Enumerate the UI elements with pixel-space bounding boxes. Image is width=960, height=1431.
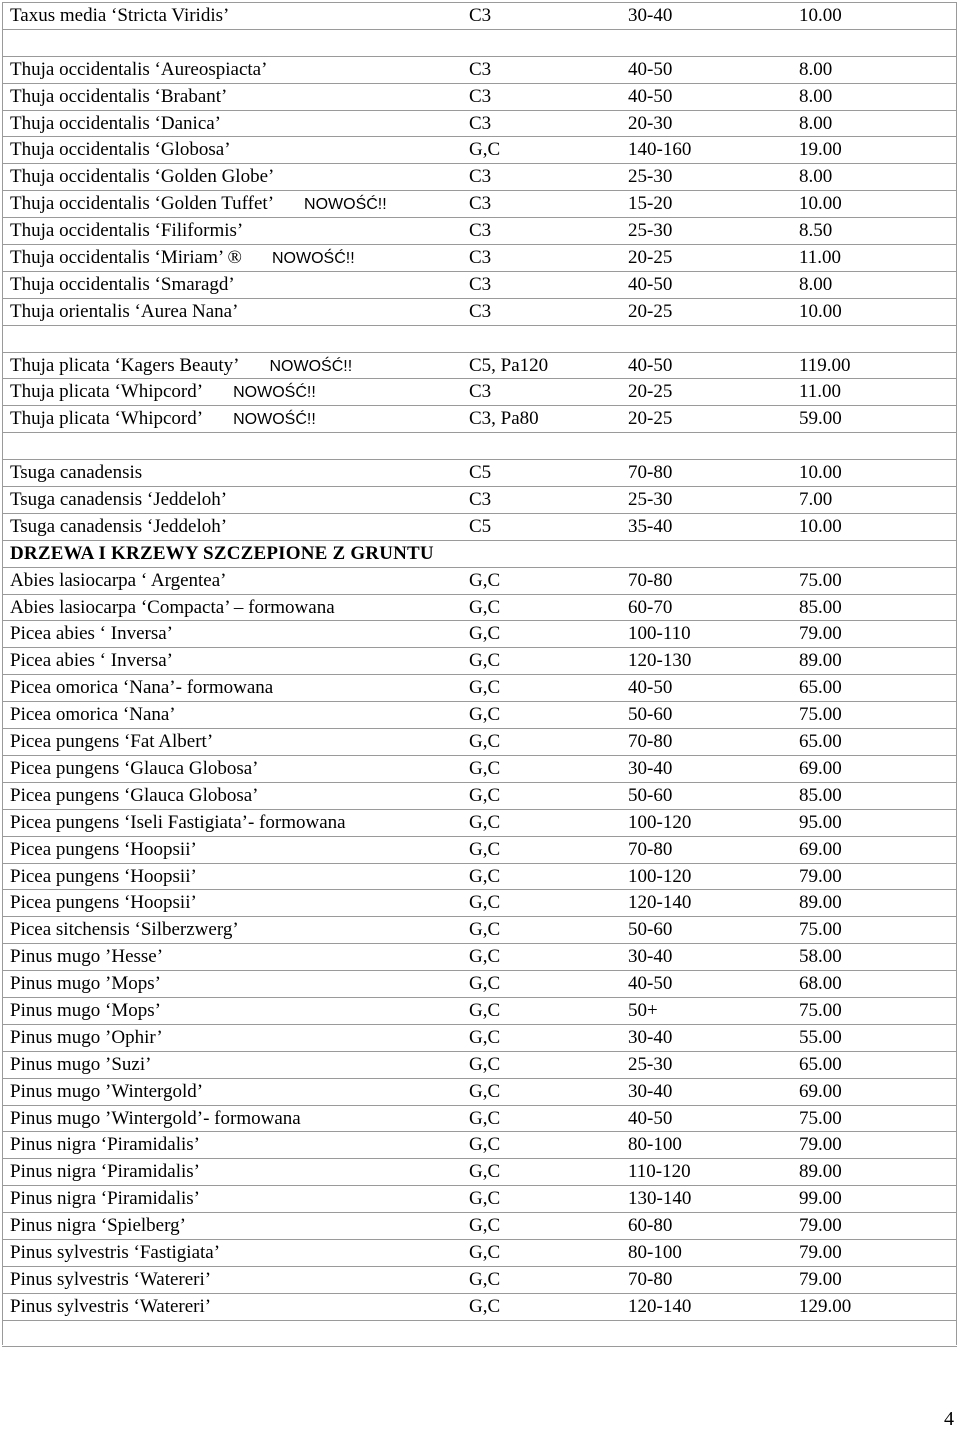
container-cell: G,C [469,973,501,995]
plant-name-cell [10,57,267,83]
size-cell: 40-50 [628,273,673,295]
plant-name: Pinus nigra ‘Piramidalis’ [10,1161,200,1183]
table-row [2,298,957,325]
price-cell: 10.00 [799,462,842,484]
container-cell: G,C [469,838,501,860]
size-cell: 20-25 [628,381,673,403]
container-cell: G,C [469,596,501,618]
section-heading: DRZEWA I KRZEWY SZCZEPIONE Z GRUNTU [10,542,434,564]
plant-name: Pinus mugo ‘Mops’ [10,999,161,1021]
new-badge: NOWOŚĆ!! [271,250,355,268]
price-cell: 69.00 [799,1080,842,1102]
size-cell: 30-40 [628,946,673,968]
new-badge: NOWOŚĆ!! [233,384,316,402]
plant-name-cell [10,917,239,943]
plant-name: Abies lasiocarpa ‘Compacta’ – formowana [10,596,335,618]
plant-name-cell [10,245,355,272]
price-cell: 65.00 [799,731,842,753]
size-cell: 100-120 [628,811,692,833]
plant-name: Tsuga canadensis [10,462,143,484]
plant-name: Picea sitchensis ‘Silberzwerg’ [10,919,239,941]
plant-name-cell [10,783,259,809]
plant-name-cell [10,675,273,701]
price-cell: 89.00 [799,1161,842,1183]
size-cell: 70-80 [628,569,673,591]
container-cell: G,C [469,139,501,161]
plant-name-cell [10,137,231,163]
plant-name-cell [10,595,335,621]
plant-name: Picea pungens ‘Iseli Fastigiata’- formowana [10,811,346,833]
plant-name-cell [10,1159,200,1185]
price-cell: 59.00 [799,408,842,430]
plant-name: Thuja occidentalis ‘Aureospiacta’ [10,58,268,80]
price-cell: 8.00 [799,166,833,188]
table-row [2,163,957,190]
container-cell: G,C [469,1215,501,1237]
plant-name: Pinus mugo ’Mops’ [10,973,161,995]
size-cell: 80-100 [628,1134,682,1156]
table-row [2,594,957,621]
price-cell: 75.00 [799,704,842,726]
plant-name: Picea pungens ‘Hoopsii’ [10,838,197,860]
table-row [2,136,957,163]
price-cell: 10.00 [799,515,842,537]
blank-row [2,432,957,459]
container-cell: G,C [469,865,501,887]
table-row [2,1105,957,1132]
plant-name-cell [10,1052,151,1078]
table-row [2,190,957,217]
container-cell: G,C [469,811,501,833]
plant-name-cell [10,890,197,916]
plant-name-cell [10,837,197,863]
table-row [2,647,957,674]
blank-row [2,325,957,352]
size-cell: 30-40 [628,5,673,26]
plant-name: Picea abies ‘ Inversa’ [10,650,174,672]
size-cell: 40-50 [628,354,673,376]
size-cell: 25-30 [628,220,673,242]
price-cell: 79.00 [799,1241,842,1263]
plant-name-cell [10,1132,200,1158]
plant-name-cell [10,1267,211,1293]
plant-name: Thuja orientalis ‘Aurea Nana’ [10,300,239,322]
plant-name: Picea omorica ‘Nana’- formowana [10,677,274,699]
price-cell: 79.00 [799,1134,842,1156]
table-row [2,110,957,137]
container-cell: G,C [469,784,501,806]
plant-name: Pinus nigra ‘Piramidalis’ [10,1134,200,1156]
size-cell: 40-50 [628,1107,673,1129]
container-cell: C5, Pa120 [469,354,549,376]
price-cell: 8.00 [799,85,833,107]
table-row [2,1131,957,1158]
container-cell: G,C [469,999,501,1021]
table-row [2,755,957,782]
plant-name: Picea pungens ‘Glauca Globosa’ [10,757,259,779]
price-list-table [2,2,957,1347]
blank-row [2,29,957,56]
plant-name: Thuja occidentalis ‘Golden Tuffet’ [10,193,275,215]
size-cell: 110-120 [628,1161,691,1183]
plant-name: Thuja occidentalis ‘Miriam’ ® [10,247,242,269]
table-row [2,620,957,647]
price-cell: 8.50 [799,220,833,242]
plant-name-cell [10,487,227,513]
price-cell: 79.00 [799,623,842,645]
container-cell: G,C [469,1268,501,1290]
plant-name: Taxus media ‘Stricta Viridis’ [10,5,230,26]
table-row [2,916,957,943]
table-row [2,271,957,298]
size-cell: 70-80 [628,462,673,484]
plant-name-cell [10,621,173,647]
table-row [2,1212,957,1239]
price-cell: 10.00 [799,300,842,322]
price-cell: 11.00 [799,247,842,269]
plant-name: Pinus nigra ‘Piramidalis’ [10,1188,200,1210]
table-row [2,782,957,809]
size-cell: 80-100 [628,1241,682,1263]
plant-name-cell [10,3,229,29]
container-cell: C3, Pa80 [469,408,539,430]
plant-name-cell [10,191,387,218]
plant-name: Thuja plicata ‘Kagers Beauty’ [10,354,240,376]
table-row [2,943,957,970]
price-cell: 65.00 [799,1053,842,1075]
table-row [2,1051,957,1078]
size-cell: 70-80 [628,838,673,860]
size-cell: 40-50 [628,973,673,995]
table-row [2,56,957,83]
plant-name-cell [10,111,221,137]
size-cell: 30-40 [628,1080,673,1102]
container-cell: C3 [469,58,492,80]
price-cell: 79.00 [799,1215,842,1237]
price-cell: 69.00 [799,838,842,860]
size-cell: 100-120 [628,865,692,887]
price-cell: 10.00 [799,193,842,215]
plant-name: Picea pungens ‘Hoopsii’ [10,865,197,887]
container-cell: G,C [469,1080,501,1102]
container-cell: G,C [469,1107,501,1129]
plant-name: Pinus sylvestris ‘Fastigiata’ [10,1241,221,1263]
plant-name-cell [10,406,316,433]
size-cell: 100-110 [628,623,691,645]
container-cell: G,C [469,757,501,779]
plant-name: Thuja occidentalis ‘Brabant’ [10,85,228,107]
price-cell: 58.00 [799,946,842,968]
table-row [2,809,957,836]
size-cell: 60-80 [628,1215,673,1237]
container-cell: G,C [469,1026,501,1048]
price-cell: 89.00 [799,892,842,914]
plant-name: Thuja occidentalis ‘Golden Globe’ [10,166,275,188]
price-cell: 129.00 [799,1295,852,1317]
container-cell: G,C [469,1241,501,1263]
container-cell: G,C [469,650,501,672]
size-cell: 15-20 [628,193,673,215]
price-cell: 99.00 [799,1188,842,1210]
price-cell: 11.00 [799,381,842,403]
plant-name: Picea pungens ‘Hoopsii’ [10,892,197,914]
size-cell: 20-25 [628,247,673,269]
size-cell: 30-40 [628,1026,673,1048]
table-row [2,728,957,755]
price-cell: 19.00 [799,139,842,161]
container-cell: C3 [469,273,492,295]
container-cell: C3 [469,112,492,134]
size-cell: 70-80 [628,1268,673,1290]
price-cell: 79.00 [799,865,842,887]
plant-name: Pinus mugo ’Hesse’ [10,946,164,968]
plant-name: Picea abies ‘ Inversa’ [10,623,174,645]
price-cell: 75.00 [799,1107,842,1129]
table-row [2,378,957,405]
plant-name: Thuja plicata ‘Whipcord’ [10,408,204,430]
table-row [2,1293,957,1320]
container-cell: G,C [469,892,501,914]
plant-name: Pinus nigra ‘Spielberg’ [10,1215,186,1237]
plant-name-cell [10,1294,211,1320]
blank-row [2,1320,957,1347]
table-row [2,863,957,890]
table-row [2,970,957,997]
container-cell: G,C [469,704,501,726]
size-cell: 120-140 [628,892,692,914]
plant-name-cell [10,998,161,1024]
price-cell: 89.00 [799,650,842,672]
plant-name: Abies lasiocarpa ‘ Argentea’ [10,569,227,591]
price-cell: 8.00 [799,112,833,134]
plant-name: Thuja occidentalis ‘Globosa’ [10,139,231,161]
table-row [2,701,957,728]
size-cell: 20-30 [628,112,673,134]
container-cell: C3 [469,220,492,242]
plant-name: Thuja occidentalis ‘Smaragd’ [10,273,235,295]
size-cell: 130-140 [628,1188,692,1210]
container-cell: C5 [469,462,492,484]
container-cell: G,C [469,1188,501,1210]
plant-name-cell [10,164,274,190]
container-cell: G,C [469,946,501,968]
plant-name: Thuja occidentalis ‘Filiformis’ [10,220,244,242]
table-row [2,2,957,29]
plant-name: Tsuga canadensis ‘Jeddeloh’ [10,515,228,537]
table-row [2,1158,957,1185]
plant-name: Tsuga canadensis ‘Jeddeloh’ [10,489,228,511]
plant-name-cell [10,84,227,110]
price-cell: 65.00 [799,677,842,699]
container-cell: C3 [469,381,492,403]
table-row [2,889,957,916]
plant-name: Pinus sylvestris ‘Watereri’ [10,1295,212,1317]
plant-name-cell [10,810,346,836]
price-cell: 95.00 [799,811,842,833]
table-row [2,486,957,513]
container-cell: C3 [469,166,492,188]
container-cell: C3 [469,300,492,322]
price-cell: 85.00 [799,784,842,806]
new-badge: NOWOŚĆ!! [233,411,316,429]
price-cell: 68.00 [799,973,842,995]
table-row [2,674,957,701]
price-cell: 75.00 [799,569,842,591]
plant-name-cell [10,1213,186,1239]
plant-name: Picea pungens ‘Glauca Globosa’ [10,784,259,806]
plant-name: Thuja plicata ‘Whipcord’ [10,381,204,403]
size-cell: 30-40 [628,757,673,779]
size-cell: 35-40 [628,515,673,537]
size-cell: 25-30 [628,166,673,188]
table-row [2,1185,957,1212]
price-cell: 55.00 [799,1026,842,1048]
size-cell: 120-140 [628,1295,692,1317]
table-row [2,217,957,244]
plant-name: Pinus mugo ’Wintergold’ [10,1080,204,1102]
price-cell: 75.00 [799,919,842,941]
container-cell: C3 [469,193,492,215]
plant-name-cell [10,353,352,380]
size-cell: 140-160 [628,139,692,161]
price-cell: 75.00 [799,999,842,1021]
table-row [2,1266,957,1293]
container-cell: C3 [469,247,492,269]
plant-name-cell [10,1025,163,1051]
price-cell: 79.00 [799,1268,842,1290]
table-row [2,567,957,594]
plant-name-cell [10,756,259,782]
plant-name: Picea pungens ‘Fat Albert’ [10,731,214,753]
table-row [2,513,957,540]
plant-name-cell [10,971,161,997]
price-cell: 8.00 [799,273,833,295]
plant-name-cell [10,460,142,486]
container-cell: G,C [469,1053,501,1075]
container-cell: C3 [469,489,492,511]
price-cell: 85.00 [799,596,842,618]
plant-name-cell [10,379,316,406]
new-badge: NOWOŚĆ!! [269,357,353,375]
table-row [2,1078,957,1105]
container-cell: G,C [469,623,501,645]
size-cell: 120-130 [628,650,692,672]
plant-name-cell [10,218,243,244]
plant-name-cell [10,944,163,970]
container-cell: G,C [469,1161,501,1183]
plant-name: Pinus mugo ’Ophir’ [10,1026,163,1048]
table-row [2,1024,957,1051]
table-row [2,244,957,271]
container-cell: G,C [469,677,501,699]
new-badge: NOWOŚĆ!! [304,196,387,214]
plant-name: Picea omorica ‘Nana’ [10,704,176,726]
size-cell: 25-30 [628,1053,673,1075]
size-cell: 20-25 [628,300,673,322]
price-cell: 7.00 [799,489,833,511]
size-cell: 50+ [628,999,658,1021]
plant-name: Pinus sylvestris ‘Watereri’ [10,1268,212,1290]
size-cell: 50-60 [628,919,673,941]
plant-name: Pinus mugo ’Wintergold’- formowana [10,1107,301,1129]
plant-name-cell [10,648,173,674]
price-cell: 8.00 [799,58,833,80]
plant-name-cell [10,864,197,890]
section-heading-row [2,540,957,567]
page-number: 4 [944,1408,954,1430]
size-cell: 50-60 [628,704,673,726]
plant-name-cell [10,299,238,325]
plant-name-cell [10,1106,301,1132]
container-cell: C3 [469,5,492,26]
container-cell: G,C [469,569,501,591]
plant-name-cell [10,1079,203,1105]
table-row [2,83,957,110]
plant-name-cell [10,1186,200,1212]
table-row [2,405,957,432]
plant-name-cell [10,514,227,540]
price-cell: 119.00 [799,354,851,376]
table-row [2,352,957,379]
plant-name: Thuja occidentalis ‘Danica’ [10,112,222,134]
plant-name-cell [10,1240,220,1266]
size-cell: 40-50 [628,85,673,107]
plant-name-cell [10,568,226,594]
size-cell: 40-50 [628,58,673,80]
table-row [2,997,957,1024]
plant-name: Pinus mugo ’Suzi’ [10,1053,152,1075]
container-cell: C3 [469,85,492,107]
container-cell: G,C [469,731,501,753]
table-row [2,459,957,486]
plant-name-cell [10,272,235,298]
price-cell: 10.00 [799,5,842,26]
container-cell: G,C [469,1134,501,1156]
price-cell: 69.00 [799,757,842,779]
plant-name-cell [10,702,176,728]
container-cell: G,C [469,919,501,941]
table-row [2,1239,957,1266]
container-cell: C5 [469,515,492,537]
size-cell: 25-30 [628,489,673,511]
size-cell: 60-70 [628,596,673,618]
size-cell: 50-60 [628,784,673,806]
plant-name-cell [10,729,213,755]
container-cell: G,C [469,1295,501,1317]
size-cell: 40-50 [628,677,673,699]
table-row [2,836,957,863]
size-cell: 70-80 [628,731,673,753]
size-cell: 20-25 [628,408,673,430]
